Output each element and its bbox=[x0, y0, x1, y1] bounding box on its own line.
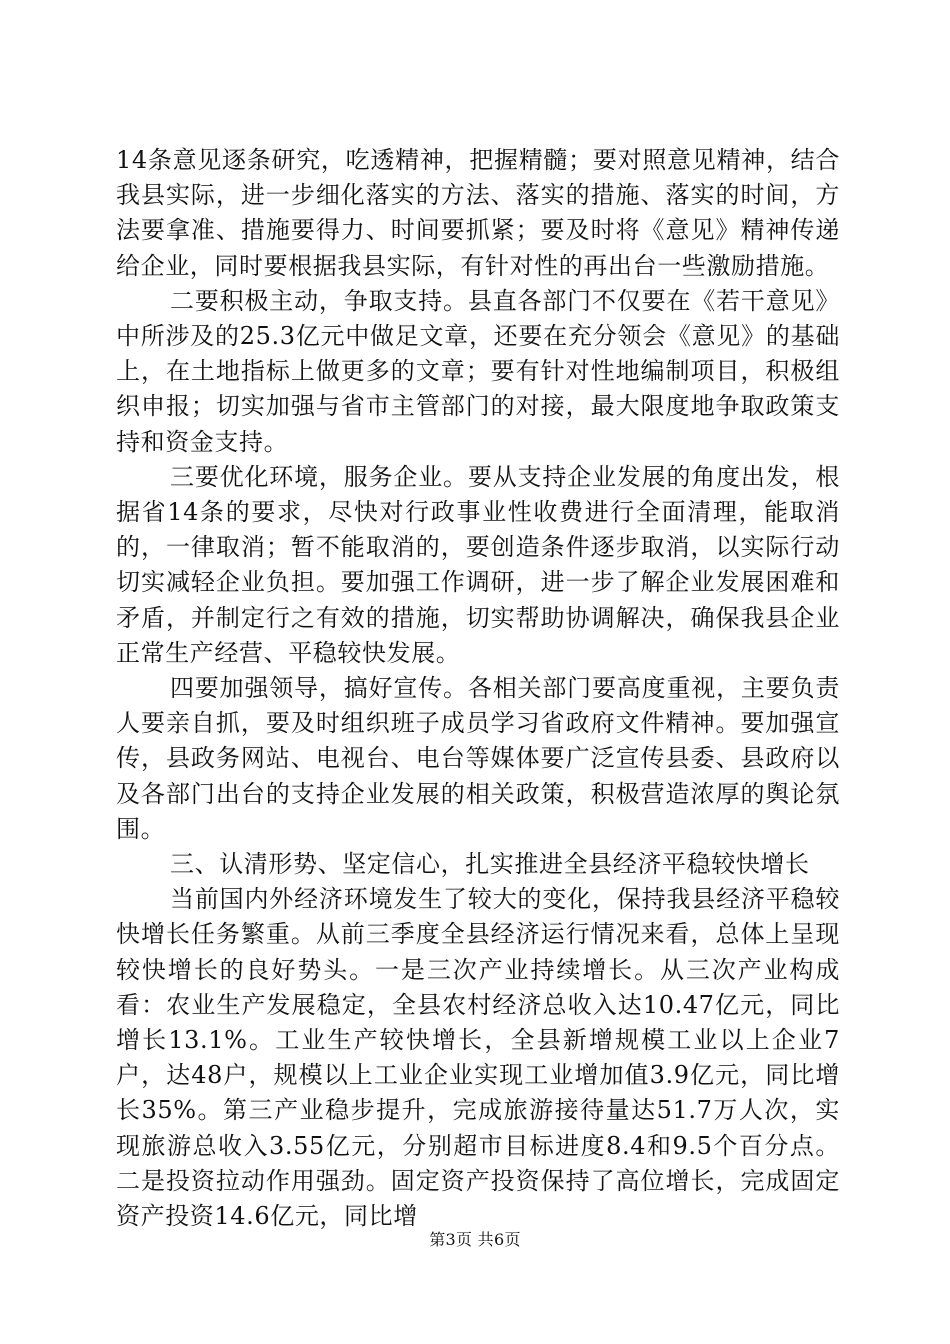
paragraph-point-four: 四要加强领导，搞好宣传。各相关部门要高度重视，主要负责人要亲自抓，要及时组织班子成员学习省政府文件精神。要加强宣传，县政务网站、电视台、电台等媒体要广泛宣传县委、县政府以及各部门出台的支持企业发展的相关政策，积极营造浓厚的舆论氛围。 bbox=[116, 674, 840, 843]
section-heading-three: 三、认清形势、坚定信心，扎实推进全县经济平稳较快增长 bbox=[170, 850, 810, 879]
paragraph-point-three: 三要优化环境，服务企业。要从支持企业发展的角度出发，根据省14条的要求，尽快对行政事业性收费进行全面清理，能取消的，一律取消；暂不能取消的，要创造条件逐步取消，以实际行动切实减轻企业负担。要加强工作调研，进一步了解企业发展困难和矛盾，并制定行之有效的措施，切实帮助协调解决，确保我县企业正常生产经营、平稳较快发展。 bbox=[116, 462, 840, 667]
paragraph-point-two: 二要积极主动，争取支持。县直各部门不仅要在《若干意见》中所涉及的25.3亿元中做足文章，还要在充分领会《意见》的基础上，在土地指标上做更多的文章；要有针对性地编制项目，积极组织申报；切实加强与省市主管部门的对接，最大限度地争取政策支持和资金支持。 bbox=[116, 286, 840, 456]
document-body bbox=[116, 143, 840, 1234]
page-number-footer: 第3页 共6页 bbox=[429, 1230, 521, 1249]
paragraph-continuation: 14条意见逐条研究，吃透精神，把握精髓；要对照意见精神，结合我县实际，进一步细化落实的方法、落实的措施、落实的时间，方法要拿准、措施要得力、时间要抓紧；要及时将《意见》精神传递给企业，同时要根据我县实际，有针对性的再出台一些激励措施。 bbox=[116, 146, 840, 280]
paragraph-economic-situation: 当前国内外经济环境发生了较大的变化，保持我县经济平稳较快增长任务繁重。从前三季度全县经济运行情况来看，总体上呈现较快增长的良好势头。一是三次产业持续增长。从三次产业构成看：农业生产发展稳定，全县农村经济总收入达10.47亿元，同比增长13.1%。工业生产较快增长，全县新增规模工业以上企业7户，达48户，规模以上工业企业实现工业增加值3.9亿元，同比增长35%。第三产业稳步提升，完成旅游接待量达51.7万人次，实现旅游总收入3.55亿元，分别超市目标进度8.4和9.5个百分点。二是投资拉动作用强劲。固定资产投资保持了高位增长，完成固定资产投资14.6亿元，同比增 bbox=[116, 885, 840, 1231]
